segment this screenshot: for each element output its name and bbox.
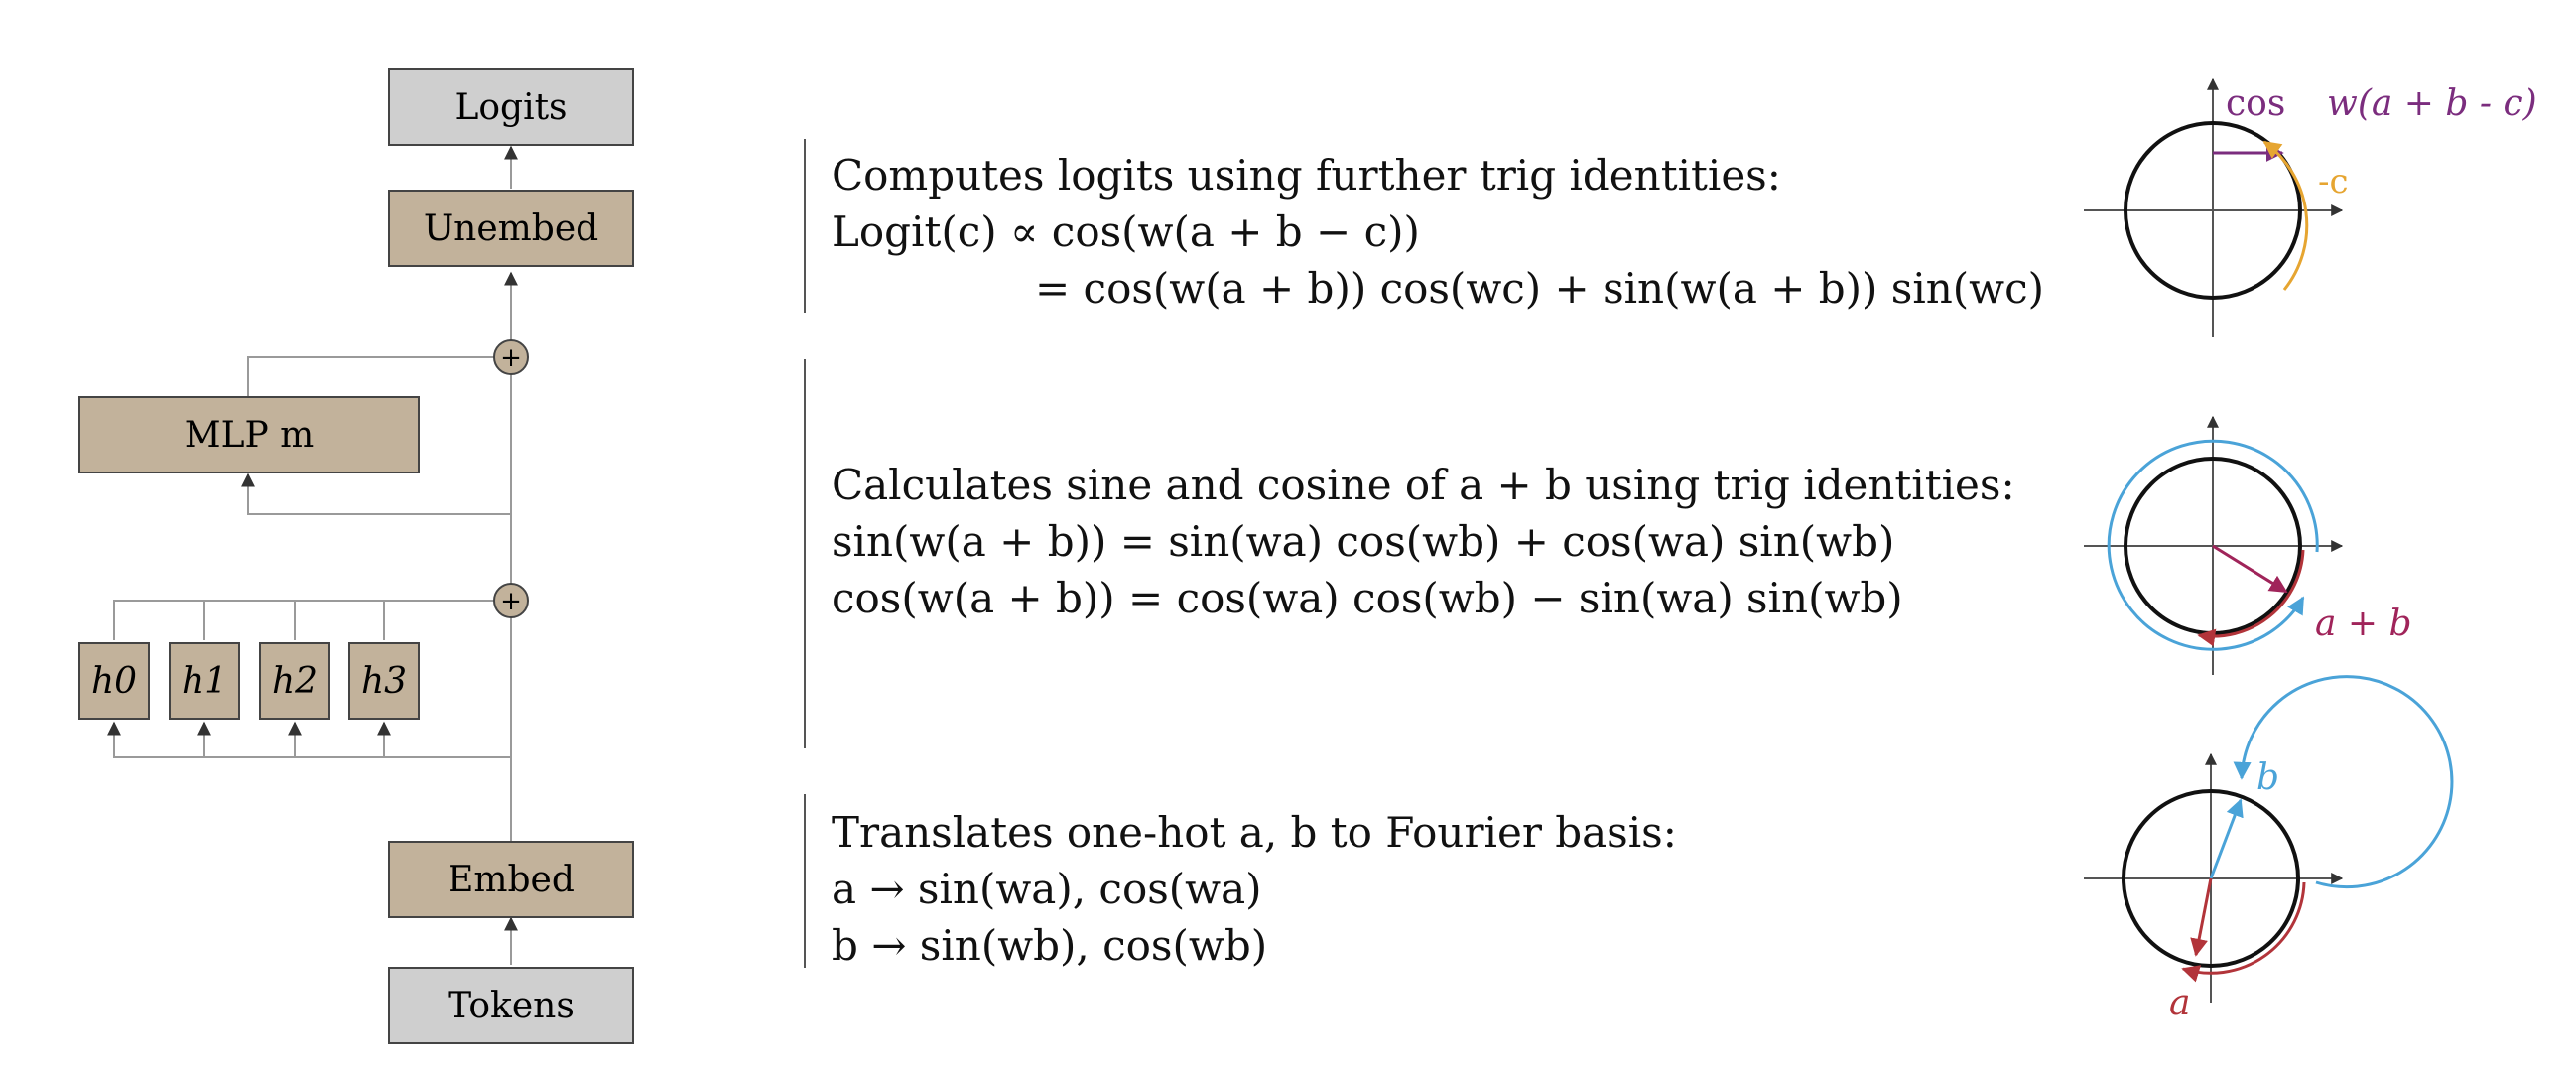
mlp-box bbox=[79, 397, 419, 472]
a-label: a bbox=[2169, 983, 2191, 1023]
embed-label: Embed bbox=[448, 860, 575, 900]
unit-circle-middle bbox=[2084, 417, 2412, 675]
unit-circle-top bbox=[2084, 79, 2537, 337]
neg-c-label: -c bbox=[2318, 162, 2349, 202]
residual-add-top bbox=[494, 340, 528, 374]
unembed-label: Unembed bbox=[423, 208, 599, 249]
sum-vector bbox=[2213, 546, 2286, 592]
b-vector bbox=[2211, 800, 2241, 878]
residual-add-bottom bbox=[494, 584, 528, 617]
sum-label: a + b bbox=[2315, 604, 2412, 644]
head-1-label: h1 bbox=[181, 661, 228, 702]
logits-label: Logits bbox=[454, 87, 568, 128]
description-middle-line1: Calculates sine and cosine of a + b using trig identities: bbox=[832, 461, 2015, 509]
divider-top bbox=[804, 139, 806, 313]
a-vector bbox=[2196, 878, 2211, 955]
description-middle-line2: sin(w(a + b)) = sin(wa) cos(wb) + cos(wa) sin(wb) bbox=[832, 517, 1895, 566]
tokens-label: Tokens bbox=[448, 986, 575, 1026]
logits-box bbox=[389, 69, 633, 145]
description-top-line2: Logit(c) ∝ cos(w(a + b − c)) bbox=[832, 207, 1420, 256]
unit-circle-bottom bbox=[2084, 677, 2452, 1023]
description-top-line3: = cos(w(a + b)) cos(wc) + sin(w(a + b)) sin(wc) bbox=[1035, 264, 2045, 313]
divider-middle bbox=[804, 359, 806, 748]
head-0-label: h0 bbox=[90, 661, 138, 702]
add-symbol-bottom: + bbox=[500, 587, 522, 616]
description-bottom-line3: b → sin(wb), cos(wb) bbox=[832, 921, 1268, 970]
attention-head-2 bbox=[260, 643, 329, 719]
description-middle bbox=[832, 457, 2015, 626]
add-symbol-top: + bbox=[500, 343, 522, 373]
description-bottom-line2: a → sin(wa), cos(wa) bbox=[832, 865, 1262, 913]
mlp-input-line bbox=[248, 474, 511, 514]
head-2-label: h2 bbox=[271, 661, 319, 702]
divider-bottom bbox=[804, 794, 806, 968]
description-top bbox=[832, 147, 2044, 317]
unembed-box bbox=[389, 191, 633, 266]
attention-head-1 bbox=[170, 643, 239, 719]
description-top-line1: Computes logits using further trig identities: bbox=[832, 151, 1781, 200]
heads-output-line bbox=[114, 601, 496, 640]
network-diagram bbox=[0, 0, 754, 1078]
mlp-output-line bbox=[248, 357, 496, 397]
description-middle-line3: cos(w(a + b)) = cos(wa) cos(wb) − sin(wa) sin(wb) bbox=[832, 574, 1903, 622]
tokens-box bbox=[389, 968, 633, 1043]
heads-input-line bbox=[114, 723, 511, 757]
head-3-label: h3 bbox=[360, 661, 408, 702]
cos-label: cos bbox=[2226, 83, 2286, 124]
description-bottom bbox=[832, 804, 1677, 974]
circle-diagrams bbox=[2020, 0, 2576, 1078]
description-bottom-line1: Translates one-hot a, b to Fourier basis: bbox=[832, 808, 1677, 857]
b-label: b bbox=[2256, 757, 2280, 798]
embed-box bbox=[389, 842, 633, 917]
attention-head-0 bbox=[79, 643, 149, 719]
mlp-label: MLP m bbox=[184, 415, 315, 456]
cos-expr-label: w(a + b - c) bbox=[2327, 83, 2537, 124]
attention-head-3 bbox=[349, 643, 419, 719]
